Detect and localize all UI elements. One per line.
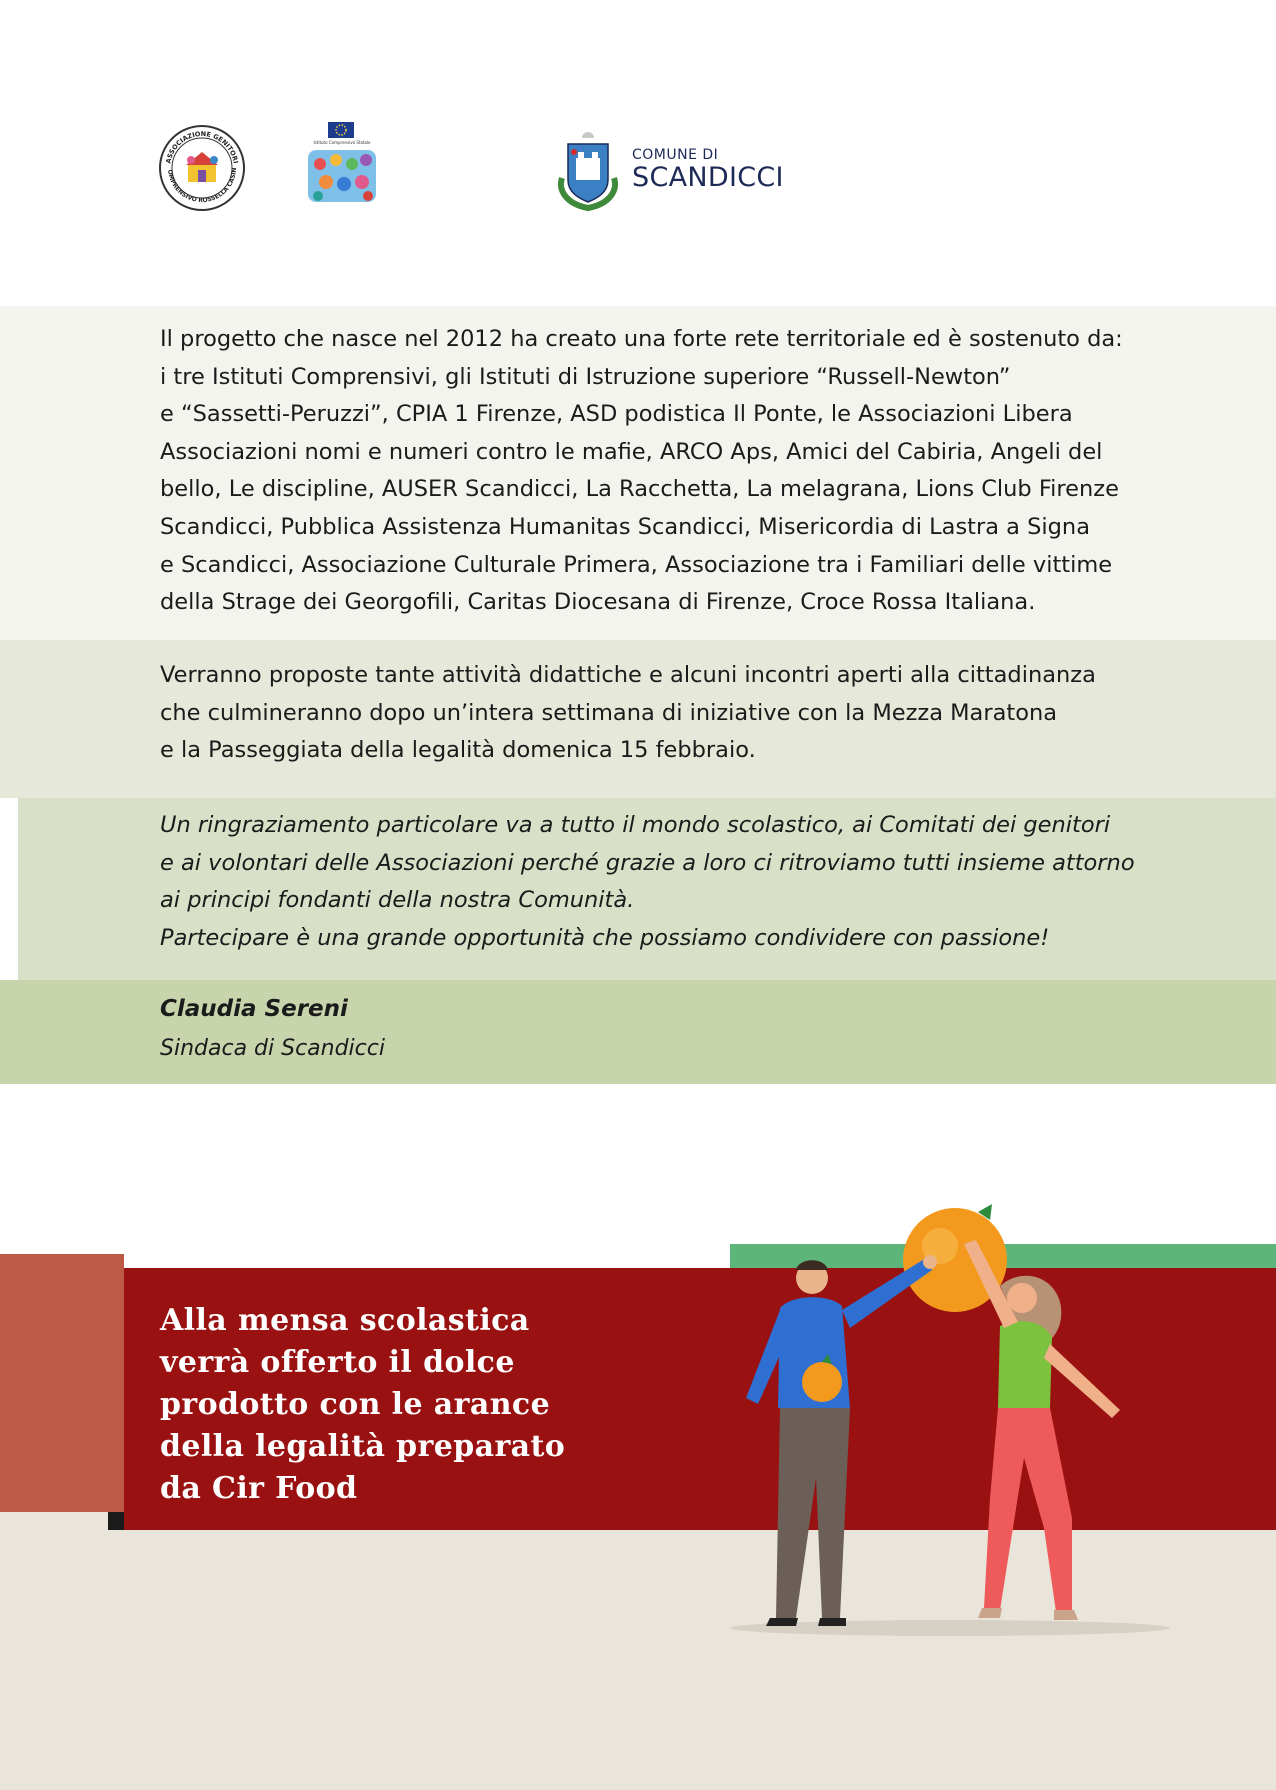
text-line: Partecipare è una grande opportunità che possiamo condividere con passione! (160, 924, 1050, 951)
promo-line: prodotto con le arance (160, 1387, 551, 1422)
promo-line: da Cir Food (160, 1471, 358, 1506)
comune-scandicci-logo (548, 124, 784, 214)
svg-text:ASSOCIAZIONE GENITORI: ASSOCIAZIONE GENITORI (164, 129, 240, 165)
svg-text:Istituto Comprensivo Statale: Istituto Comprensivo Statale (313, 140, 371, 145)
partners-paragraph (160, 321, 1160, 622)
terracotta-block (0, 1254, 124, 1512)
text-line: bello, Le discipline, AUSER Scandicci, La Racchetta, La melagrana, Lions Club Firenze (160, 476, 1119, 503)
text-line: ai principi fondanti della nostra Comunità. (160, 887, 635, 914)
svg-text:COMPRENSIVO ROSSELLA CASINI: OMPRENSIVO ROSSELLA CASIN (165, 167, 239, 205)
promo-line: verrà offerto il dolce (160, 1345, 515, 1380)
activities-paragraph (160, 657, 1160, 770)
signature-role: Sindaca di Scandicci (160, 1036, 385, 1061)
associazione-genitori-logo (158, 124, 246, 212)
corner-accent (108, 1512, 124, 1530)
comune-name: SCANDICCI (632, 162, 784, 193)
text-line: Un ringraziamento particolare va a tutto il mondo scolastico, ai Comitati dei genitori (160, 812, 1111, 838)
text-line: Associazioni nomi e numeri contro le mafie, ARCO Aps, Amici del Cabiria, Angeli del (160, 438, 1103, 465)
text-line: e la Passeggiata della legalità domenica 15 febbraio. (160, 737, 756, 764)
text-line: Verranno proposte tante attività didattiche e alcuni incontri aperti alla cittadinanza (160, 662, 1096, 688)
promo-text (160, 1300, 565, 1510)
comune-label: COMUNE DI (632, 147, 719, 163)
text-line: e “Sassetti-Peruzzi”, CPIA 1 Firenze, ASD podistica Il Ponte, le Associazioni Libera (160, 401, 1073, 428)
text-line: e ai volontari delle Associazioni perché grazie a loro ci ritroviamo tutti insieme attorno (160, 849, 1135, 876)
text-line: Scandicci, Pubblica Assistenza Humanitas Scandicci, Misericordia di Lastra a Signa (160, 513, 1090, 540)
promo-line: della legalità preparato (160, 1429, 566, 1464)
text-line: i tre Istituti Comprensivi, gli Istituti di Istruzione superiore “Russell-Newton” (160, 363, 1011, 390)
text-line: Il progetto che nasce nel 2012 ha creato una forte rete territoriale ed è sostenuto da: (160, 326, 1123, 352)
text-line: della Strage dei Georgofili, Caritas Diocesana di Firenze, Croce Rossa Italiana. (160, 589, 1036, 616)
promo-line: Alla mensa scolastica (160, 1303, 530, 1338)
text-line: che culmineranno dopo un’intera settimana di iniziative con la Mezza Maratona (160, 699, 1058, 726)
thanks-paragraph (160, 807, 1160, 957)
istituto-comprensivo-logo (306, 122, 378, 204)
signature-name: Claudia Sereni (160, 996, 348, 1022)
people-with-orange-illustration (700, 1198, 1200, 1638)
text-line: e Scandicci, Associazione Culturale Primera, Associazione tra i Familiari delle vittime (160, 551, 1113, 578)
